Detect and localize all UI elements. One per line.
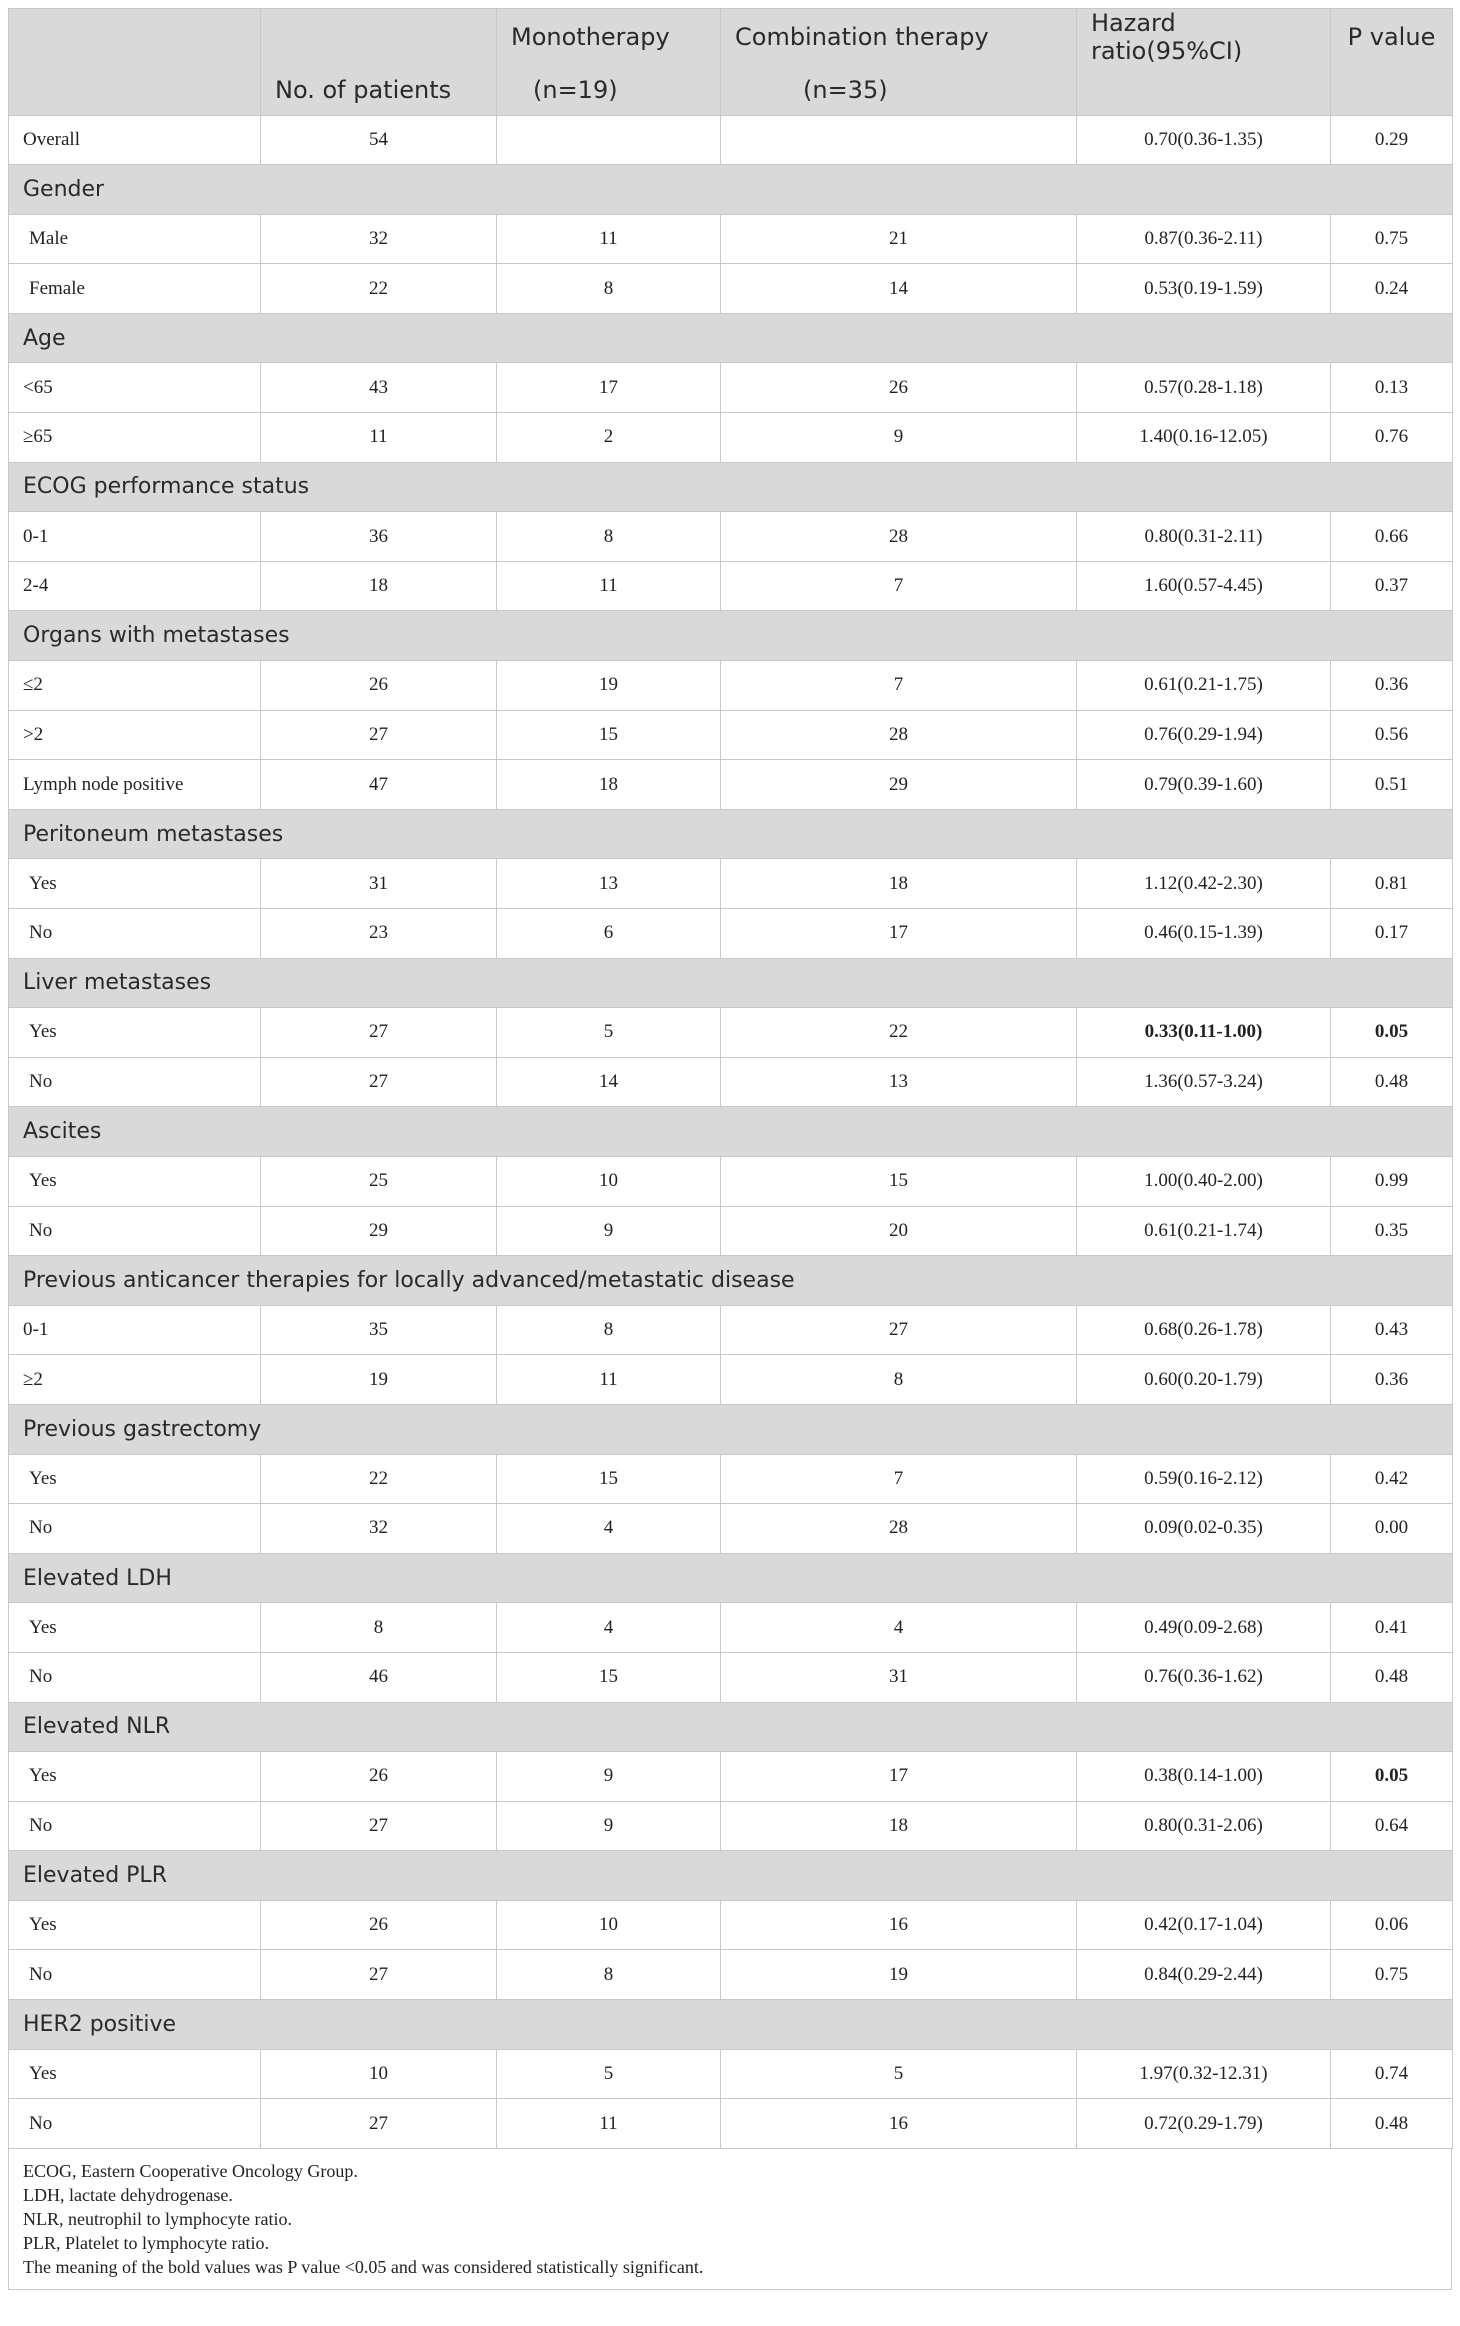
cell-patients: 27 bbox=[261, 1950, 497, 2000]
row-label: 0-1 bbox=[9, 512, 261, 562]
header-cell bbox=[9, 9, 261, 66]
section-row bbox=[9, 1256, 1453, 1306]
table-row bbox=[9, 512, 1453, 562]
section-label: Peritoneum metastases bbox=[9, 809, 1453, 859]
cell-patients: 46 bbox=[261, 1652, 497, 1702]
cell-p-value: 0.74 bbox=[1331, 2049, 1453, 2099]
section-row bbox=[9, 809, 1453, 859]
cell-p-value: 0.48 bbox=[1331, 1057, 1453, 1107]
cell-patients: 22 bbox=[261, 1454, 497, 1504]
cell-hazard-ratio: 0.72(0.29-1.79) bbox=[1077, 2099, 1331, 2149]
cell-p-value: 0.36 bbox=[1331, 661, 1453, 711]
row-label: 2-4 bbox=[9, 561, 261, 611]
row-label: Yes bbox=[9, 1752, 261, 1802]
cell-p-value: 0.64 bbox=[1331, 1801, 1453, 1851]
table-row bbox=[9, 1156, 1453, 1206]
cell-hazard-ratio: 1.60(0.57-4.45) bbox=[1077, 561, 1331, 611]
cell-patients: 54 bbox=[261, 115, 497, 165]
cell-hazard-ratio: 0.38(0.14-1.00) bbox=[1077, 1752, 1331, 1802]
cell-p-value: 0.06 bbox=[1331, 1900, 1453, 1950]
row-label: ≥2 bbox=[9, 1355, 261, 1405]
cell-hazard-ratio: 0.84(0.29-2.44) bbox=[1077, 1950, 1331, 2000]
cell-patients: 23 bbox=[261, 909, 497, 959]
cell-monotherapy: 13 bbox=[497, 859, 721, 909]
cell-p-value: 0.29 bbox=[1331, 115, 1453, 165]
cell-monotherapy: 4 bbox=[497, 1504, 721, 1554]
cell-monotherapy: 5 bbox=[497, 2049, 721, 2099]
cell-p-value: 0.48 bbox=[1331, 1652, 1453, 1702]
cell-patients: 36 bbox=[261, 512, 497, 562]
row-label: No bbox=[9, 1057, 261, 1107]
table-row bbox=[9, 1454, 1453, 1504]
row-label: Yes bbox=[9, 1454, 261, 1504]
row-label: Lymph node positive bbox=[9, 760, 261, 810]
cell-patients: 27 bbox=[261, 1008, 497, 1058]
row-label: >2 bbox=[9, 710, 261, 760]
row-label: 0-1 bbox=[9, 1305, 261, 1355]
section-label: Gender bbox=[9, 165, 1453, 215]
cell-combination bbox=[721, 115, 1077, 165]
cell-hazard-ratio: 0.80(0.31-2.06) bbox=[1077, 1801, 1331, 1851]
cell-hazard-ratio: 0.76(0.36-1.62) bbox=[1077, 1652, 1331, 1702]
section-row bbox=[9, 1702, 1453, 1752]
cell-monotherapy: 8 bbox=[497, 1305, 721, 1355]
row-label: No bbox=[9, 1950, 261, 2000]
row-label: No bbox=[9, 1504, 261, 1554]
header-no-of-patients: No. of patients bbox=[261, 65, 497, 115]
cell-monotherapy: 18 bbox=[497, 760, 721, 810]
table-row bbox=[9, 561, 1453, 611]
row-label: No bbox=[9, 1206, 261, 1256]
row-label: Female bbox=[9, 264, 261, 314]
header-p-value: P value bbox=[1331, 9, 1453, 66]
cell-hazard-ratio: 0.70(0.36-1.35) bbox=[1077, 115, 1331, 165]
cell-combination: 20 bbox=[721, 1206, 1077, 1256]
cell-p-value: 0.81 bbox=[1331, 859, 1453, 909]
cell-hazard-ratio: 0.76(0.29-1.94) bbox=[1077, 710, 1331, 760]
cell-patients: 18 bbox=[261, 561, 497, 611]
section-row bbox=[9, 313, 1453, 363]
section-row bbox=[9, 1553, 1453, 1603]
header-cell bbox=[9, 65, 261, 115]
cell-combination: 28 bbox=[721, 512, 1077, 562]
cell-patients: 29 bbox=[261, 1206, 497, 1256]
cell-monotherapy: 2 bbox=[497, 413, 721, 463]
cell-patients: 8 bbox=[261, 1603, 497, 1653]
footnote-line: LDH, lactate dehydrogenase. bbox=[23, 2184, 233, 2205]
cell-combination: 9 bbox=[721, 413, 1077, 463]
table-body bbox=[9, 9, 1453, 2149]
header-combo-n: (n=35) bbox=[721, 65, 1077, 115]
table-row bbox=[9, 1652, 1453, 1702]
table-row bbox=[9, 115, 1453, 165]
cell-p-value: 0.17 bbox=[1331, 909, 1453, 959]
cell-hazard-ratio: 0.59(0.16-2.12) bbox=[1077, 1454, 1331, 1504]
header-row-2 bbox=[9, 65, 1453, 115]
significant-value: 0.05 bbox=[1374, 1021, 1409, 1043]
row-label: No bbox=[9, 909, 261, 959]
section-row bbox=[9, 958, 1453, 1008]
cell-monotherapy: 9 bbox=[497, 1206, 721, 1256]
cell-combination: 4 bbox=[721, 1603, 1077, 1653]
cell-p-value: 0.56 bbox=[1331, 710, 1453, 760]
cell-patients: 19 bbox=[261, 1355, 497, 1405]
table-row bbox=[9, 859, 1453, 909]
cell-patients: 25 bbox=[261, 1156, 497, 1206]
subgroup-table-container bbox=[8, 8, 1452, 2290]
section-row bbox=[9, 2000, 1453, 2050]
section-label: Previous gastrectomy bbox=[9, 1404, 1453, 1454]
cell-patients: 35 bbox=[261, 1305, 497, 1355]
cell-monotherapy: 9 bbox=[497, 1801, 721, 1851]
cell-combination: 14 bbox=[721, 264, 1077, 314]
row-label: Yes bbox=[9, 1156, 261, 1206]
cell-p-value: 0.36 bbox=[1331, 1355, 1453, 1405]
table-row bbox=[9, 1355, 1453, 1405]
cell-hazard-ratio: 1.12(0.42-2.30) bbox=[1077, 859, 1331, 909]
row-label: Male bbox=[9, 214, 261, 264]
cell-patients: 27 bbox=[261, 2099, 497, 2149]
cell-combination: 28 bbox=[721, 1504, 1077, 1554]
section-label: Elevated LDH bbox=[9, 1553, 1453, 1603]
cell-combination: 31 bbox=[721, 1652, 1077, 1702]
cell-monotherapy: 5 bbox=[497, 1008, 721, 1058]
table-row bbox=[9, 661, 1453, 711]
cell-combination: 7 bbox=[721, 1454, 1077, 1504]
cell-combination: 18 bbox=[721, 1801, 1077, 1851]
subgroup-analysis-table bbox=[8, 8, 1453, 2149]
section-label: Age bbox=[9, 313, 1453, 363]
cell-p-value: 0.41 bbox=[1331, 1603, 1453, 1653]
cell-p-value: 0.35 bbox=[1331, 1206, 1453, 1256]
cell-monotherapy: 19 bbox=[497, 661, 721, 711]
section-label: Elevated PLR bbox=[9, 1851, 1453, 1901]
cell-hazard-ratio: 0.49(0.09-2.68) bbox=[1077, 1603, 1331, 1653]
table-row bbox=[9, 1504, 1453, 1554]
cell-monotherapy: 17 bbox=[497, 363, 721, 413]
section-label: Ascites bbox=[9, 1107, 1453, 1157]
row-label: No bbox=[9, 1652, 261, 1702]
cell-hazard-ratio: 0.80(0.31-2.11) bbox=[1077, 512, 1331, 562]
table-row bbox=[9, 1752, 1453, 1802]
cell-combination: 19 bbox=[721, 1950, 1077, 2000]
table-row bbox=[9, 363, 1453, 413]
cell-p-value: 0.76 bbox=[1331, 413, 1453, 463]
header-cell bbox=[261, 9, 497, 66]
cell-combination: 18 bbox=[721, 859, 1077, 909]
cell-p-value: 0.48 bbox=[1331, 2099, 1453, 2149]
cell-combination: 27 bbox=[721, 1305, 1077, 1355]
cell-combination: 26 bbox=[721, 363, 1077, 413]
row-label: ≥65 bbox=[9, 413, 261, 463]
cell-p-value: 0.43 bbox=[1331, 1305, 1453, 1355]
cell-hazard-ratio: 0.68(0.26-1.78) bbox=[1077, 1305, 1331, 1355]
table-row bbox=[9, 214, 1453, 264]
row-label: Yes bbox=[9, 1603, 261, 1653]
cell-patients: 47 bbox=[261, 760, 497, 810]
significant-value: 0.05 bbox=[1374, 1765, 1409, 1787]
header-cell bbox=[1077, 65, 1331, 115]
table-row bbox=[9, 264, 1453, 314]
cell-monotherapy: 15 bbox=[497, 710, 721, 760]
cell-combination: 22 bbox=[721, 1008, 1077, 1058]
row-label: <65 bbox=[9, 363, 261, 413]
cell-patients: 26 bbox=[261, 1752, 497, 1802]
cell-combination: 7 bbox=[721, 661, 1077, 711]
cell-hazard-ratio: 1.00(0.40-2.00) bbox=[1077, 1156, 1331, 1206]
section-row bbox=[9, 1404, 1453, 1454]
cell-monotherapy: 8 bbox=[497, 512, 721, 562]
cell-p-value bbox=[1331, 1008, 1453, 1058]
row-label: Yes bbox=[9, 859, 261, 909]
cell-hazard-ratio: 0.61(0.21-1.75) bbox=[1077, 661, 1331, 711]
section-label: HER2 positive bbox=[9, 2000, 1453, 2050]
section-row bbox=[9, 1851, 1453, 1901]
header-combination-therapy: Combination therapy bbox=[721, 9, 1077, 66]
cell-patients: 32 bbox=[261, 1504, 497, 1554]
cell-p-value: 0.51 bbox=[1331, 760, 1453, 810]
cell-combination: 17 bbox=[721, 1752, 1077, 1802]
cell-monotherapy bbox=[497, 115, 721, 165]
cell-monotherapy: 8 bbox=[497, 1950, 721, 2000]
cell-patients: 26 bbox=[261, 661, 497, 711]
cell-patients: 27 bbox=[261, 710, 497, 760]
cell-hazard-ratio: 0.46(0.15-1.39) bbox=[1077, 909, 1331, 959]
row-label: Yes bbox=[9, 2049, 261, 2099]
footnote-line: ECOG, Eastern Cooperative Oncology Group. bbox=[23, 2160, 358, 2181]
row-label: Yes bbox=[9, 1008, 261, 1058]
cell-p-value: 0.13 bbox=[1331, 363, 1453, 413]
cell-monotherapy: 10 bbox=[497, 1900, 721, 1950]
cell-hazard-ratio: 0.79(0.39-1.60) bbox=[1077, 760, 1331, 810]
cell-hazard-ratio: 0.57(0.28-1.18) bbox=[1077, 363, 1331, 413]
cell-patients: 11 bbox=[261, 413, 497, 463]
cell-combination: 16 bbox=[721, 1900, 1077, 1950]
cell-p-value: 0.75 bbox=[1331, 1950, 1453, 2000]
table-row bbox=[9, 2049, 1453, 2099]
header-monotherapy: Monotherapy bbox=[497, 9, 721, 66]
cell-monotherapy: 8 bbox=[497, 264, 721, 314]
header-cell bbox=[1331, 65, 1453, 115]
row-label: Overall bbox=[9, 115, 261, 165]
cell-hazard-ratio: 0.09(0.02-0.35) bbox=[1077, 1504, 1331, 1554]
table-row bbox=[9, 1206, 1453, 1256]
cell-hazard-ratio: 1.97(0.32-12.31) bbox=[1077, 2049, 1331, 2099]
cell-combination: 8 bbox=[721, 1355, 1077, 1405]
cell-monotherapy: 6 bbox=[497, 909, 721, 959]
table-row bbox=[9, 1603, 1453, 1653]
cell-hazard-ratio: 0.53(0.19-1.59) bbox=[1077, 264, 1331, 314]
cell-p-value: 0.75 bbox=[1331, 214, 1453, 264]
cell-p-value: 0.42 bbox=[1331, 1454, 1453, 1504]
table-row bbox=[9, 710, 1453, 760]
cell-p-value bbox=[1331, 1752, 1453, 1802]
section-row bbox=[9, 462, 1453, 512]
header-row-1 bbox=[9, 9, 1453, 66]
footnote-line: PLR, Platelet to lymphocyte ratio. bbox=[23, 2232, 269, 2253]
cell-monotherapy: 11 bbox=[497, 2099, 721, 2149]
section-row bbox=[9, 165, 1453, 215]
header-hazard-ratio: Hazard ratio(95%CI) bbox=[1077, 9, 1331, 66]
cell-patients: 10 bbox=[261, 2049, 497, 2099]
cell-hazard-ratio: 0.61(0.21-1.74) bbox=[1077, 1206, 1331, 1256]
table-row bbox=[9, 413, 1453, 463]
section-label: Liver metastases bbox=[9, 958, 1453, 1008]
cell-combination: 29 bbox=[721, 760, 1077, 810]
row-label: No bbox=[9, 1801, 261, 1851]
cell-combination: 17 bbox=[721, 909, 1077, 959]
cell-combination: 28 bbox=[721, 710, 1077, 760]
row-label: No bbox=[9, 2099, 261, 2149]
section-row bbox=[9, 611, 1453, 661]
footnote-line: NLR, neutrophil to lymphocyte ratio. bbox=[23, 2208, 292, 2229]
cell-monotherapy: 11 bbox=[497, 214, 721, 264]
cell-hazard-ratio bbox=[1077, 1008, 1331, 1058]
cell-hazard-ratio: 0.60(0.20-1.79) bbox=[1077, 1355, 1331, 1405]
section-row bbox=[9, 1107, 1453, 1157]
cell-combination: 5 bbox=[721, 2049, 1077, 2099]
cell-monotherapy: 15 bbox=[497, 1454, 721, 1504]
table-row bbox=[9, 1801, 1453, 1851]
header-mono-n: (n=19) bbox=[497, 65, 721, 115]
table-row bbox=[9, 1057, 1453, 1107]
cell-p-value: 0.99 bbox=[1331, 1156, 1453, 1206]
table-row bbox=[9, 2099, 1453, 2149]
footnote-line: The meaning of the bold values was P value <0.05 and was considered statistically significant. bbox=[23, 2256, 704, 2277]
cell-monotherapy: 11 bbox=[497, 561, 721, 611]
cell-p-value: 0.66 bbox=[1331, 512, 1453, 562]
table-row bbox=[9, 1900, 1453, 1950]
table-row bbox=[9, 909, 1453, 959]
cell-combination: 7 bbox=[721, 561, 1077, 611]
table-row bbox=[9, 1008, 1453, 1058]
section-label: Elevated NLR bbox=[9, 1702, 1453, 1752]
significant-value: 0.33(0.11-1.00) bbox=[1144, 1021, 1263, 1043]
table-footnotes bbox=[8, 2149, 1452, 2290]
cell-combination: 13 bbox=[721, 1057, 1077, 1107]
cell-monotherapy: 15 bbox=[497, 1652, 721, 1702]
cell-hazard-ratio: 0.87(0.36-2.11) bbox=[1077, 214, 1331, 264]
cell-hazard-ratio: 1.36(0.57-3.24) bbox=[1077, 1057, 1331, 1107]
cell-combination: 16 bbox=[721, 2099, 1077, 2149]
cell-combination: 21 bbox=[721, 214, 1077, 264]
cell-patients: 43 bbox=[261, 363, 497, 413]
cell-hazard-ratio: 0.42(0.17-1.04) bbox=[1077, 1900, 1331, 1950]
row-label: Yes bbox=[9, 1900, 261, 1950]
cell-monotherapy: 11 bbox=[497, 1355, 721, 1405]
cell-patients: 26 bbox=[261, 1900, 497, 1950]
row-label: ≤2 bbox=[9, 661, 261, 711]
cell-patients: 22 bbox=[261, 264, 497, 314]
cell-patients: 27 bbox=[261, 1057, 497, 1107]
section-label: Previous anticancer therapies for locally advanced/metastatic disease bbox=[9, 1256, 1453, 1306]
cell-combination: 15 bbox=[721, 1156, 1077, 1206]
section-label: Organs with metastases bbox=[9, 611, 1453, 661]
cell-monotherapy: 4 bbox=[497, 1603, 721, 1653]
cell-monotherapy: 14 bbox=[497, 1057, 721, 1107]
cell-p-value: 0.00 bbox=[1331, 1504, 1453, 1554]
cell-p-value: 0.37 bbox=[1331, 561, 1453, 611]
cell-patients: 31 bbox=[261, 859, 497, 909]
table-row bbox=[9, 1950, 1453, 2000]
section-label: ECOG performance status bbox=[9, 462, 1453, 512]
cell-monotherapy: 10 bbox=[497, 1156, 721, 1206]
cell-patients: 27 bbox=[261, 1801, 497, 1851]
table-row bbox=[9, 760, 1453, 810]
cell-patients: 32 bbox=[261, 214, 497, 264]
cell-hazard-ratio: 1.40(0.16-12.05) bbox=[1077, 413, 1331, 463]
table-row bbox=[9, 1305, 1453, 1355]
cell-p-value: 0.24 bbox=[1331, 264, 1453, 314]
cell-monotherapy: 9 bbox=[497, 1752, 721, 1802]
